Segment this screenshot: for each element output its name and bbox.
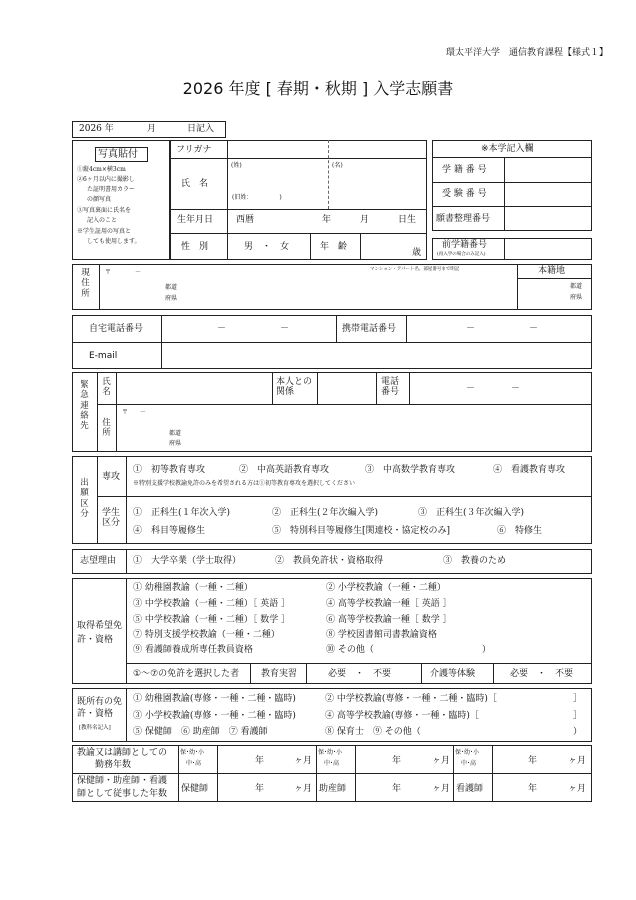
desired-option[interactable]: ④ 高等学校教諭一種［ 英語 ］: [326, 599, 452, 609]
emergency-phone-sep[interactable]: － －: [466, 384, 521, 394]
photo-note: た証明書用カラー: [87, 186, 136, 193]
student-category-label: 学生区分: [102, 508, 121, 529]
teaching-years-label: 教諭又は講師としての: [77, 748, 168, 758]
emergency-phone-label: 電話番号: [381, 377, 400, 398]
student-option[interactable]: ③ 正科生(３年次編入学): [418, 508, 525, 518]
existing-option[interactable]: ② 中学校教諭(専修・一種・二種・臨時)［: [325, 694, 497, 704]
home-phone-sep[interactable]: － －: [217, 324, 290, 334]
desired-option[interactable]: ⑦ 特別支援学校教諭（一種・二種）: [133, 630, 280, 640]
emergency-address-label: 住所: [102, 418, 111, 439]
teaching-year-unit: 年: [392, 756, 402, 766]
birth-label: 生年月日: [177, 215, 214, 225]
birth-month: 月: [360, 215, 370, 225]
emergency-todou: 都道: [169, 430, 182, 437]
desired-option[interactable]: ③ 中学校教諭（一種・二種）［ 英語 ］: [133, 599, 291, 609]
motive-option[interactable]: ③ 教養のため: [443, 556, 507, 566]
address-todou: 都道: [165, 284, 178, 291]
major-label: 専攻: [102, 472, 121, 482]
student-option[interactable]: ② 正科生(２年次編入学): [272, 508, 379, 518]
mobile-phone-label: 携帯電話番号: [342, 324, 397, 334]
existing-license-label: 既所有の免許・資格: [77, 697, 123, 719]
home-phone-label: 自宅電話番号: [89, 324, 144, 334]
honseki-fuken: 府県: [570, 294, 583, 301]
desired-option[interactable]: ⑩ その他（ ）: [326, 645, 491, 655]
birth-day: 日生: [398, 215, 417, 225]
address-label: 現住所: [81, 268, 90, 299]
honseki-label: 本籍地: [538, 266, 566, 276]
practice-label: 教育実習: [261, 669, 298, 679]
desired-option[interactable]: ⑨ 看護師養成所専任教員資格: [133, 645, 253, 655]
existing-option[interactable]: ① 幼稚園教諭(専修・一種・二種・臨時): [133, 694, 296, 704]
prev-id-label: 前学籍番号: [442, 240, 488, 250]
emergency-name-label: 氏名: [102, 377, 111, 398]
photo-note: しても使用します。: [87, 238, 141, 245]
address-fuken: 府県: [165, 295, 178, 302]
student-id-label: 学 籍 番 号: [442, 165, 487, 175]
name-label: 氏 名: [181, 179, 209, 189]
application-label: 出願区分: [80, 478, 89, 520]
existing-option[interactable]: ③ 小学校教諭(専修・一種・二種・臨時): [133, 711, 296, 721]
date-year: 2026 年: [79, 124, 114, 134]
existing-bracket: ］: [573, 694, 583, 704]
nursing-years-label: 保健師・助産師・看護: [77, 776, 168, 786]
existing-bracket: ］: [573, 711, 583, 721]
date-month: 月: [147, 124, 157, 134]
teaching-school-2: 中･高: [324, 760, 340, 767]
student-option[interactable]: ⑤ 特別科目等履修生[関連校・協定校のみ]: [272, 526, 451, 536]
major-option[interactable]: ④ 看護教育専攻: [493, 465, 566, 475]
exam-no-label: 受 験 番 号: [442, 189, 487, 199]
teaching-school: 保･幼･小: [180, 749, 205, 756]
teaching-year-unit: 年: [528, 756, 538, 766]
nursing-col: 助産師: [319, 784, 347, 794]
relation-label: 本人との関係: [276, 377, 313, 398]
teaching-years-label-2: 勤務年数: [95, 760, 132, 770]
building-note: マンション・アパート名、部屋番号まで明記: [370, 267, 460, 272]
major-option[interactable]: ① 初等教育専攻: [133, 465, 206, 475]
emergency-fuken: 府県: [169, 440, 182, 447]
desired-option[interactable]: ⑥ 高等学校教諭一種［ 数学 ］: [326, 615, 452, 625]
emergency-postal: 〒 －: [122, 409, 147, 416]
nursing-month-unit: ヶ月: [294, 784, 313, 794]
old-sei-label: (旧姓： ): [232, 194, 282, 201]
photo-note: ②6ヶ月以内に撮影し: [77, 176, 135, 183]
teaching-month-unit: ヶ月: [294, 756, 313, 766]
nursing-col: 保健師: [181, 784, 209, 794]
mobile-phone-sep[interactable]: － －: [466, 324, 539, 334]
teaching-school: 保･幼･小: [318, 749, 343, 756]
sei-label: (姓): [231, 162, 242, 169]
nursing-years-label-2: 師として従事した年数: [77, 789, 168, 799]
teaching-month-unit: ヶ月: [568, 756, 587, 766]
teaching-school-2: 中･高: [186, 760, 202, 767]
nursing-year-unit: 年: [255, 784, 265, 794]
nursing-year-unit: 年: [392, 784, 402, 794]
care-label: 介護等体験: [430, 669, 476, 679]
existing-option[interactable]: ⑧ 保育士 ⑨ その他（: [325, 727, 421, 737]
photo-note: ①縦4cm×横3cm: [77, 166, 126, 173]
nursing-col: 看護師: [456, 784, 484, 794]
major-option[interactable]: ③ 中高数学教育専攻: [365, 465, 456, 475]
age-label: 年 齢: [320, 242, 348, 252]
photo-title: 写真貼付: [98, 149, 138, 160]
age-unit: 歳: [412, 248, 422, 258]
existing-license-sublabel: [教科名記入]: [79, 725, 111, 731]
birth-era: 西暦: [236, 215, 255, 225]
existing-option[interactable]: ⑤ 保健師 ⑥ 助産師 ⑦ 看護師: [133, 727, 268, 737]
motive-option[interactable]: ② 教員免許状・資格取得: [275, 556, 384, 566]
desired-option[interactable]: ⑧ 学校図書館司書教諭資格: [326, 630, 437, 640]
nursing-month-unit: ヶ月: [568, 784, 587, 794]
desired-license-label: 取得希望免許・資格: [77, 621, 123, 645]
prev-id-note: (再入学の場合のみ記入): [437, 252, 486, 257]
teaching-school: 保･幼･小: [455, 749, 480, 756]
nursing-month-unit: ヶ月: [432, 784, 451, 794]
gender-options[interactable]: 男 ・ 女: [244, 242, 290, 252]
motive-option[interactable]: ① 大学卒業（学士取得）: [133, 556, 242, 566]
photo-note: ③写真裏面に氏名を: [77, 207, 132, 214]
mei-label: (名): [332, 162, 343, 169]
form-code: 環太平洋大学 通信教育課程【様式１】: [445, 48, 608, 58]
date-day: 日記入: [187, 124, 215, 134]
existing-option[interactable]: ④ 高等学校教諭(専修・一種・臨時)［: [325, 711, 479, 721]
existing-bracket: ）: [573, 727, 583, 737]
major-option[interactable]: ② 中高英語教育専攻: [239, 465, 330, 475]
photo-note: 記入のこと: [87, 217, 118, 224]
postal-code: 〒 －: [105, 269, 142, 276]
email-label: E-mail: [89, 351, 118, 361]
birth-year: 年: [322, 215, 332, 225]
student-option[interactable]: ④ 科目等履修生: [133, 526, 206, 536]
honseki-todou: 都道: [570, 283, 583, 290]
nursing-year-unit: 年: [528, 784, 538, 794]
teaching-school-2: 中･高: [461, 760, 477, 767]
motive-label: 志望理由: [80, 556, 117, 566]
practice-need[interactable]: 必要 ・ 不要: [328, 669, 392, 679]
license-note: ①〜⑦の免許を選択した者: [133, 669, 240, 679]
teaching-month-unit: ヶ月: [432, 756, 451, 766]
student-option[interactable]: ① 正科生(１年次入学): [133, 508, 231, 518]
gender-label: 性 別: [181, 242, 209, 252]
desired-option[interactable]: ② 小学校教諭（一種・二種）: [326, 583, 446, 593]
desired-option[interactable]: ① 幼稚園教諭（一種・二種）: [133, 583, 253, 593]
photo-note: ※学生証用の写真と: [77, 228, 132, 235]
application-no-label: 願書整理番号: [436, 214, 491, 224]
student-option[interactable]: ⑥ 特修生: [497, 526, 543, 536]
desired-option[interactable]: ⑤ 中学校教諭（一種・二種）［ 数学 ］: [133, 615, 291, 625]
major-note: ※特別支援学校教諭免許のみを希望される方は①初等教育専攻を選択してください: [133, 480, 356, 487]
page-title: 2026 年度 [ 春期・秋期 ] 入学志願書: [182, 79, 454, 98]
teaching-year-unit: 年: [255, 756, 265, 766]
address-box: [72, 264, 592, 310]
care-need[interactable]: 必要 ・ 不要: [510, 669, 574, 679]
office-use-title: ※本学記入欄: [481, 144, 534, 154]
photo-note: の顔写真: [87, 196, 112, 203]
emergency-label: 緊急連絡先: [80, 380, 89, 432]
furigana-label: フリガナ: [176, 145, 212, 155]
